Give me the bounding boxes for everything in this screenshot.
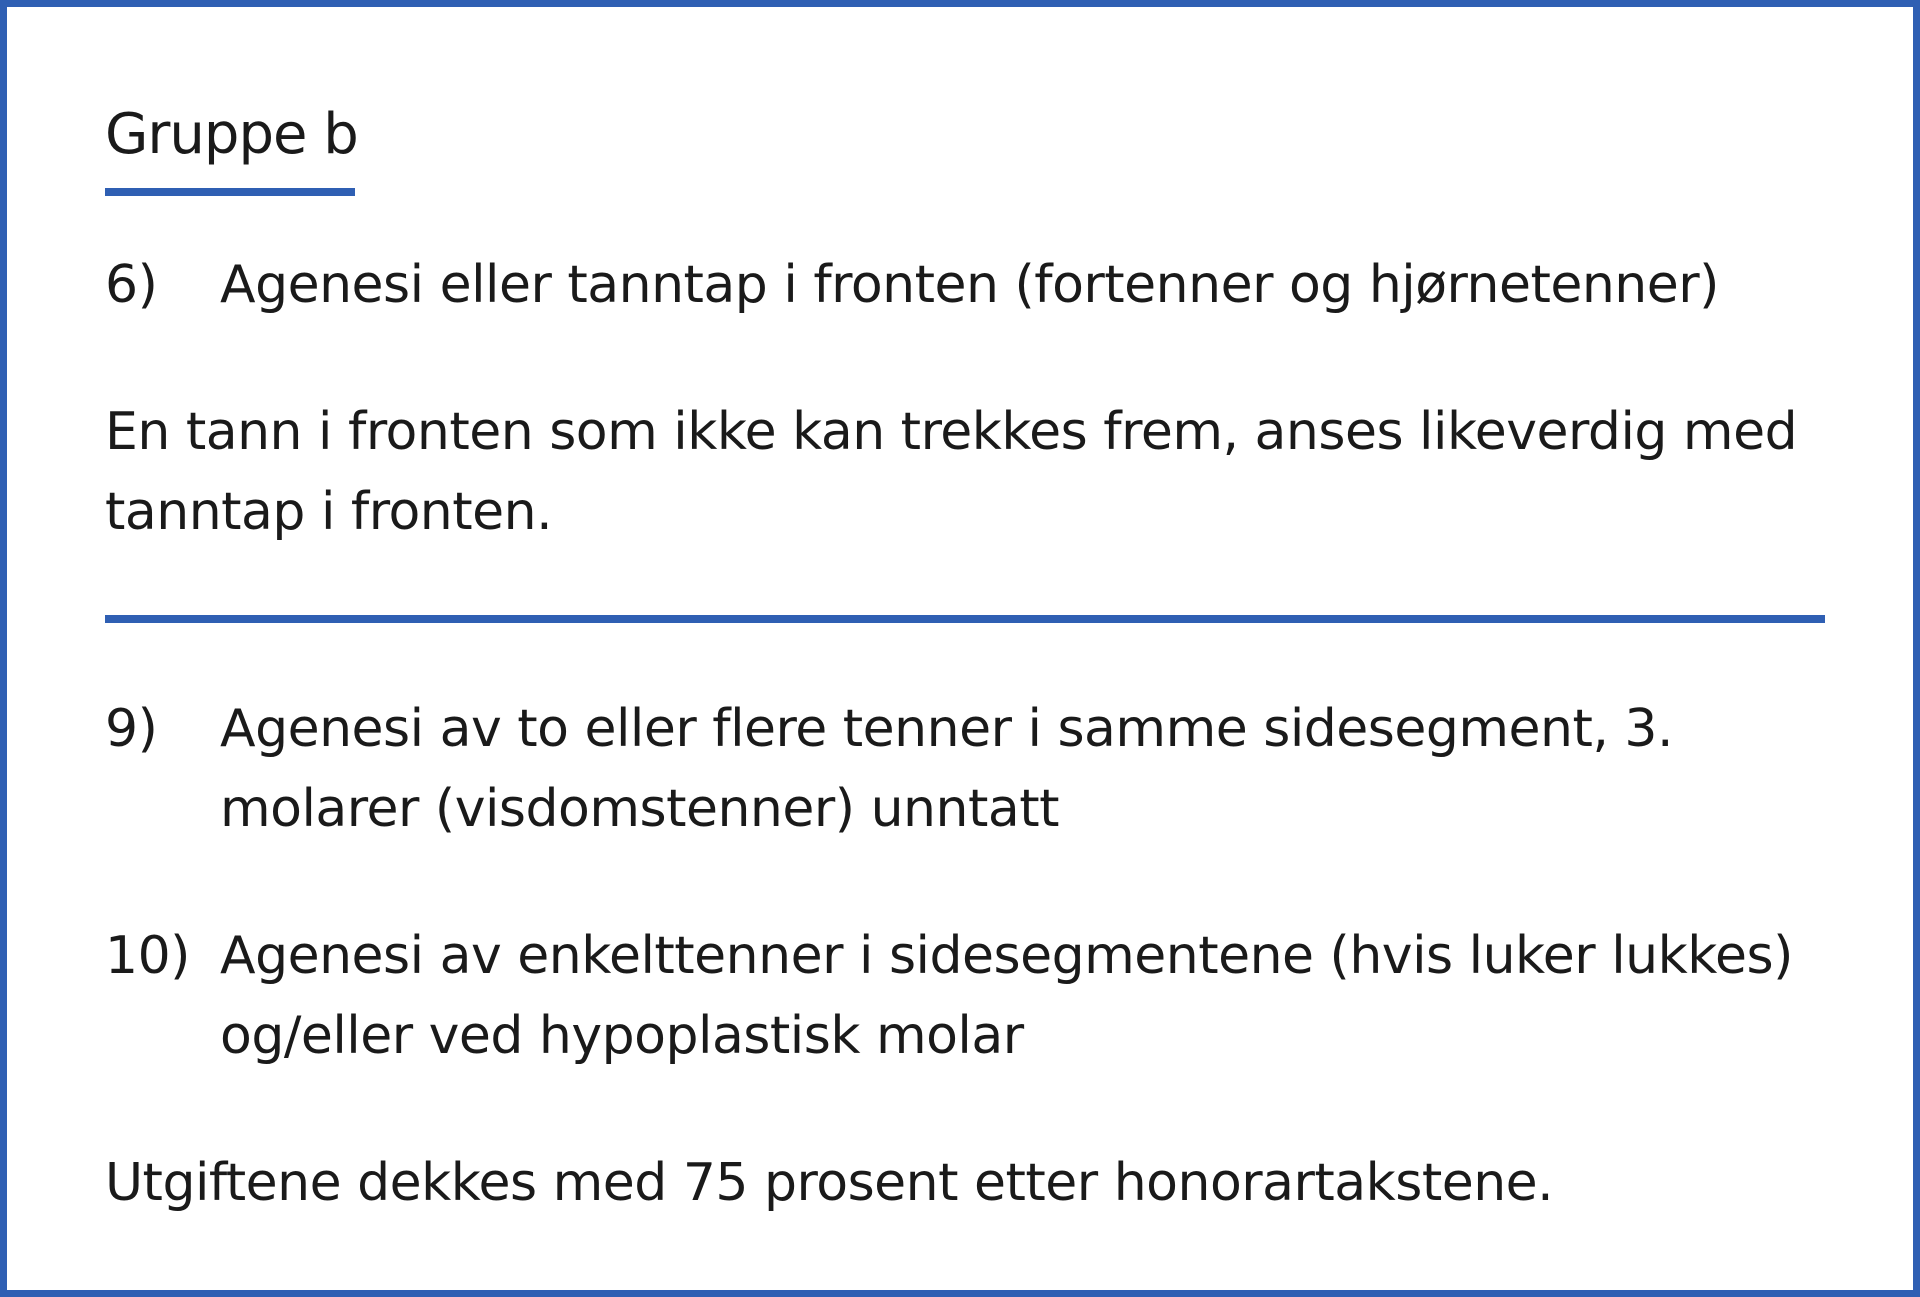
footer-note: Utgiftene dekkes med 75 prosent etter honorartakstene. [105,1153,1554,1213]
note-line-2: tanntap i fronten. [105,482,553,542]
item-text-line-1: Agenesi av to eller flere tenner i samme sidesegment, 3. [220,699,1674,759]
item-number: 9) [105,699,158,759]
note-line-1: En tann i fronten som ikke kan trekkes frem, anses likeverdig med [105,402,1798,462]
item-number: 6) [105,255,158,315]
item-text: Agenesi eller tanntap i fronten (fortenner og hjørnetenner) [220,255,1719,315]
item-number: 10) [105,926,190,986]
group-heading: Gruppe b [105,102,358,167]
item-text-line-1: Agenesi av enkelttenner i sidesegmentene (hvis luker lukkes) [220,926,1793,986]
item-text-line-2: molarer (visdomstenner) unntatt [220,779,1059,839]
item-text-line-2: og/eller ved hypoplastisk molar [220,1006,1024,1066]
heading-underline [105,188,355,196]
section-divider [105,615,1825,623]
